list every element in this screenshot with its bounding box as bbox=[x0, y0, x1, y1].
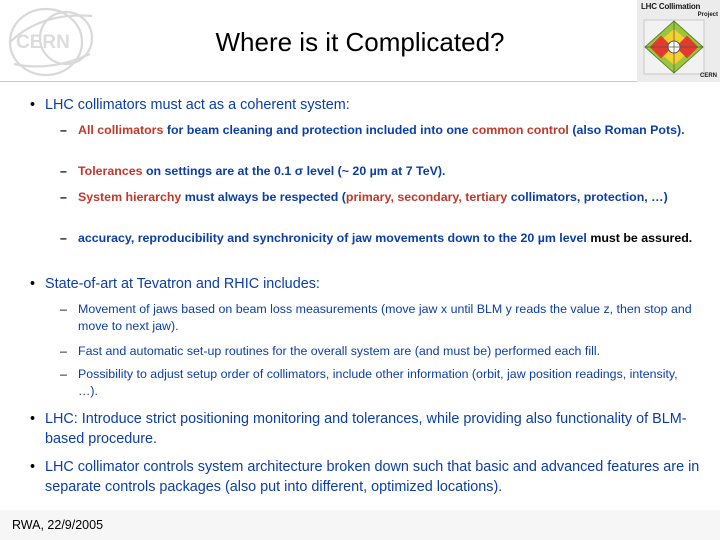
slide: CERN Where is it Complicated? LHC Collimation Project CERN • LHC collimators must act as a coherent system: – All collimators for beam cleaning and protection included into one common control (also Roman Pots). – Tolerances on settings are at the 0.1 σ level (~ 20 µm at 7 TeV). – System hierarchy must always be respected (primary, secondary, tertiary collimators, protection, …) – accuracy, reproducibility and synchronicity of jaw movements down to the 20 µm level must be assured. • State-of-art at Tevatron and RHIC includes: – Movement of jaws based on beam loss measurements (move jaw x until BLM y reads the value z, then stop and move to next jaw). – Fast and automatic set-up routines for the overall system are (and must be) performed each fill. – Possibility to adjust setup order of collimators, include other information (orbit, jaw position readings, intensity, …). • LHC: Introduce strict positioning monitoring and tolerances, while providing also functionality of BLM-based procedure. • LHC collimator controls system architecture broken down such that basic and advanced features are in separate controls packages (also put into different, optimized locations). RWA, 22/9/2005 bbox=[0, 0, 720, 540]
highlight-collimator-types: primary, secondary, tertiary bbox=[345, 190, 508, 204]
footer-band bbox=[0, 510, 720, 540]
page-title: Where is it Complicated? bbox=[215, 27, 505, 57]
highlight-common-control: common control bbox=[471, 123, 569, 137]
bullet-marker: • bbox=[30, 459, 36, 475]
bullet-marker: • bbox=[30, 97, 36, 113]
highlight-system-hierarchy: System hierarchy bbox=[78, 190, 182, 204]
bullet-4-text: LHC collimator controls system architecture broken down such that basic and advanced features are in separate controls packages (also put into different, optimized locations). bbox=[45, 459, 700, 495]
lhc-logo-title: LHC Collimation bbox=[641, 2, 701, 11]
bullet-marker: • bbox=[30, 411, 36, 427]
sub-marker: – bbox=[60, 231, 67, 245]
highlight-all-collimators: All collimators bbox=[78, 123, 164, 137]
sub-marker: – bbox=[60, 123, 67, 137]
footer-text: RWA, 22/9/2005 bbox=[12, 518, 104, 532]
bullet-marker: • bbox=[30, 276, 36, 292]
cern-logo-icon bbox=[2, 2, 102, 80]
sub-marker: – bbox=[60, 302, 67, 316]
cern-logo-text: CERN bbox=[16, 32, 70, 53]
sub-marker: – bbox=[60, 190, 67, 204]
bullet-3-text: LHC: Introduce strict positioning monitoring and tolerances, while providing also functionality of BLM-based procedure. bbox=[45, 411, 687, 447]
collimator-jaws-icon bbox=[641, 17, 707, 77]
bullet-1-text: LHC collimators must act as a coherent system: bbox=[45, 97, 350, 113]
sub-marker: – bbox=[60, 367, 67, 381]
lhc-logo-subtitle: Project bbox=[697, 12, 718, 18]
header-divider bbox=[0, 81, 720, 82]
bullet-2-text: State-of-art at Tevatron and RHIC includes: bbox=[45, 276, 320, 292]
lhc-collimation-logo bbox=[637, 0, 720, 82]
sub-marker: – bbox=[60, 164, 67, 178]
sub-marker: – bbox=[60, 344, 67, 358]
lhc-logo-org: CERN bbox=[699, 73, 717, 79]
highlight-tolerances: Tolerances bbox=[78, 164, 143, 178]
